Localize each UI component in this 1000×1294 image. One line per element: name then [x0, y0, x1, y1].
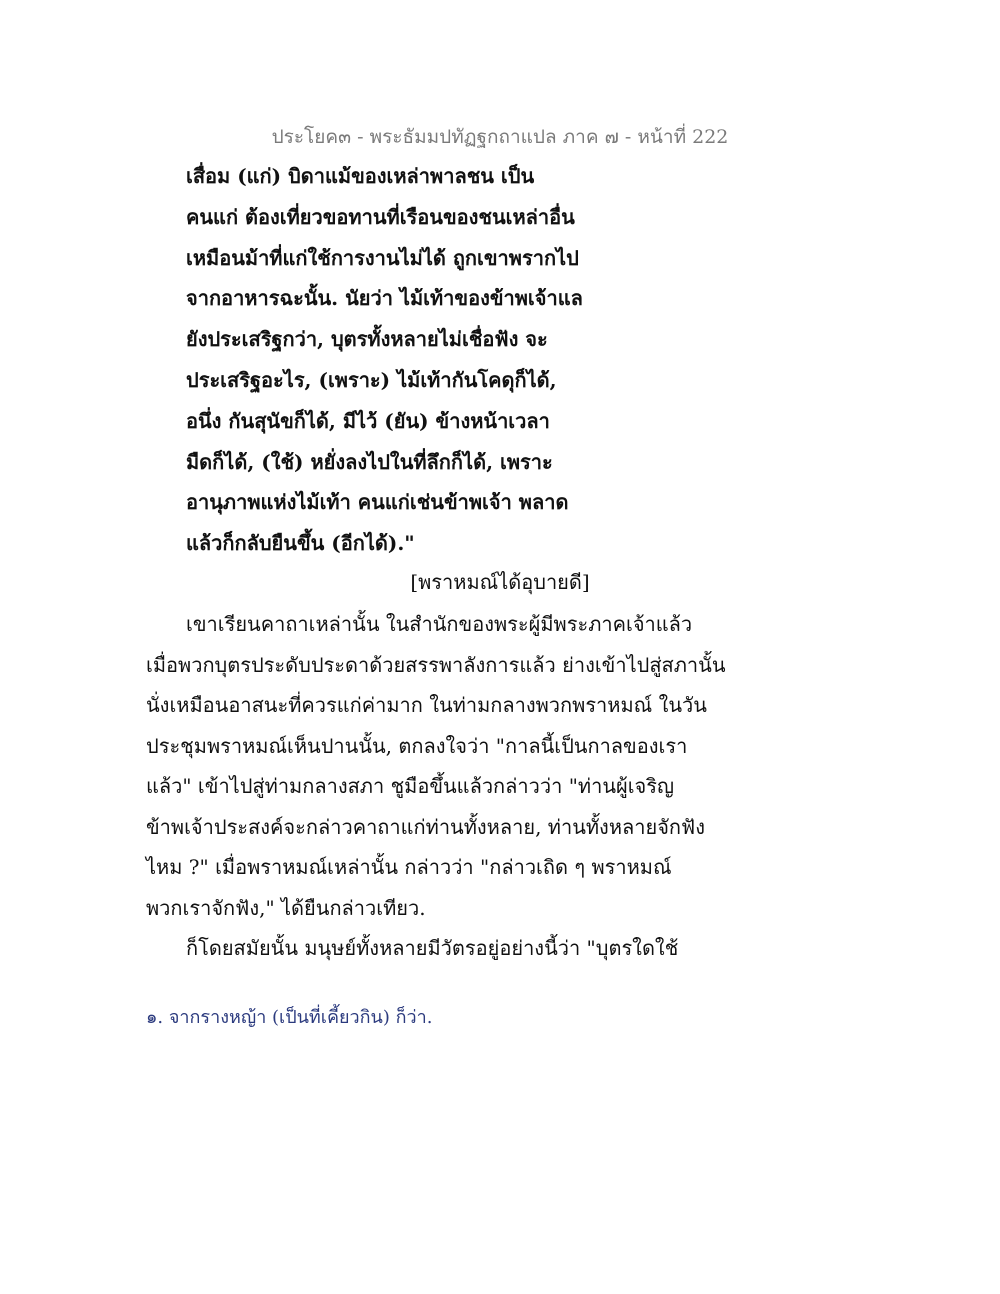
- prose-line: ก็โดยสมัยนั้น มนุษย์ทั้งหลายมีวัตรอยู่อย่างนี้ว่า "บุตรใดใช้: [186, 936, 679, 960]
- verse-line: คนแก่ ต้องเที่ยวขอทานที่เรือนของชนเหล่าอื่น: [186, 204, 575, 229]
- footnote: ๑. จากรางหญ้า (เป็นที่เคี้ยวกิน) ก็ว่า.: [146, 1007, 433, 1028]
- section-heading: [พราหมณ์ได้อุบายดี]: [410, 570, 590, 594]
- prose-line: ข้าพเจ้าประสงค์จะกล่าวคาถาแก่ท่านทั้งหลาย, ท่านทั้งหลายจักฟัง: [146, 814, 705, 839]
- verse-line: มืดก็ได้, (ใช้) หยั่งลงไปในที่ลึกก็ได้, เพราะ: [186, 449, 553, 474]
- verse-line: จากอาหารฉะนั้น. นัยว่า ไม้เท้าของข้าพเจ้าแล: [186, 286, 583, 311]
- prose-line: เมื่อพวกบุตรประดับประดาด้วยสรรพาลังการแล้ว ย่างเข้าไปสู่สภานั้น: [146, 652, 726, 677]
- prose-block: [146, 604, 726, 969]
- prose-line: เขาเรียนคาถาเหล่านั้น ในสำนักของพระผู้มีพระภาคเจ้าแล้ว: [186, 612, 693, 636]
- prose-line: ไหม ?" เมื่อพราหมณ์เหล่านั้น กล่าวว่า "กล่าวเถิด ๆ พราหมณ์: [146, 855, 672, 879]
- prose-line: แล้ว" เข้าไปสู่ท่ามกลางสภา ชูมือขึ้นแล้วกล่าวว่า "ท่านผู้เจริญ: [146, 774, 675, 798]
- prose-line: นั่งเหมือนอาสนะที่ควรแก่ค่ามาก ในท่ามกลางพวกพราหมณ์ ในวัน: [146, 693, 707, 717]
- prose-line: พวกเราจักฟัง," ได้ยืนกล่าวเทียว.: [146, 895, 426, 920]
- verse-block: [186, 156, 746, 564]
- page-header: ประโยค๓ - พระธัมมปทัฏฐกถาแปล ภาค ๗ - หน้าที่ 222: [271, 126, 729, 148]
- verse-line: อนึ่ง กันสุนัขก็ได้, มีไว้ (ยัน) ข้างหน้าเวลา: [186, 408, 550, 433]
- verse-line: ยังประเสริฐกว่า, บุตรทั้งหลายไม่เชื่อฟัง จะ: [186, 327, 548, 352]
- verse-line: ประเสริฐอะไร, (เพราะ) ไม้เท้ากันโคดุก็ได้,: [186, 367, 557, 392]
- verse-line: แล้วก็กลับยืนขึ้น (อีกได้).": [186, 531, 415, 556]
- verse-line: อานุภาพแห่งไม้เท้า คนแก่เช่นข้าพเจ้า พลาด: [186, 490, 569, 515]
- verse-line: เสื่อม (แก่) บิดาแม้ของเหล่าพาลชน เป็น: [186, 164, 535, 188]
- verse-line: เหมือนม้าที่แก่ใช้การงานไม่ได้ ถูกเขาพรากไป: [186, 245, 579, 270]
- prose-line: ประชุมพราหมณ์เห็นปานนั้น, ตกลงใจว่า "กาลนี้เป็นกาลของเรา: [146, 733, 688, 758]
